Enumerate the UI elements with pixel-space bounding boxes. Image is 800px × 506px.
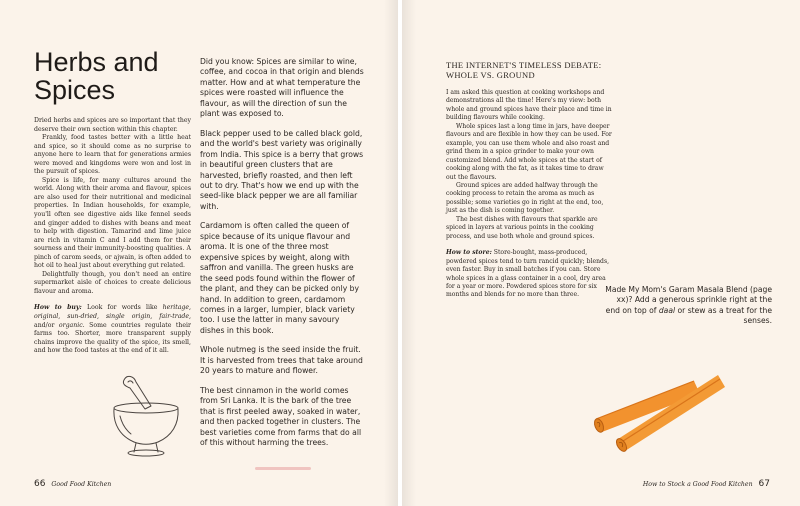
page-folio-right — [643, 479, 770, 489]
how-to-buy-text: and/or — [34, 321, 59, 329]
garam-masala-callout — [602, 285, 772, 327]
section-heading: THE INTERNET'S TIMELESS DEBATE: WHOLE VS. GROUND — [446, 60, 602, 80]
gutter-shadow — [402, 0, 416, 506]
how-to-store-paragraph — [446, 249, 614, 300]
how-to-buy-label: How to buy: — [34, 304, 82, 312]
callout-text: or stew as a treat for the senses. — [675, 305, 772, 326]
intro-paragraph: Frankly, food tastes better with a little heat and spice, so it should come as no surprise to anyone here to learn that for generations armies were moved and kingdoms were won and lost in the pursuit of spices. — [34, 134, 191, 176]
intro-paragraph: Dried herbs and spices are so important that they deserve their own section within this chapter. — [34, 117, 191, 133]
cardamom-paragraph: Cardamom is often called the queen of spice because of its unique flavour and aroma. It is one of the three most expensive spices by weight, along with saffron and vanilla. The green husks are the seed pods found within the flower of the plant, and they can be picked only by hand. In addition to green, cardamom comes in a larger, lumpier, black variety too. I use the latter in many savoury dishes in this book. — [200, 221, 360, 335]
body-paragraph: I am asked this question at cooking workshops and demonstrations all the time! Here's my view: both whole and ground spices have their place and time in building flavours while cooking. — [446, 89, 612, 122]
how-to-buy-term: organic. — [58, 321, 85, 329]
page-number: 67 — [758, 479, 770, 489]
black-pepper-paragraph: Black pepper used to be called black gold, and the world's best variety was originally from India. This spice is a berry that grows in beautiful green clusters that are harvested, briefly roasted, and then left out to dry. That's how we end up with the seed-like black pepper we are all familiar with. — [200, 128, 364, 211]
intro-paragraph: Spice is life, for many cultures around the world. Along with their aroma and flavour, spices are also used for their nutritional and medicinal properties. In Indian households, for example, you'll often see digestive aids like fennel seeds and ginger added to dishes with beans and meat to help with digestion. Tamarind and lime juice are rich in vitamin C and I add them for their sourness and their immunity-boosting qualities. A pinch of carom seeds, or ajwain, is often added to hot oil to heal just about everything gut related. — [34, 176, 191, 270]
body-paragraph: The best dishes with flavours that sparkle are spiced in layers at various points in the cooking process, and use both whole and ground spices. — [446, 215, 598, 240]
callout-text: Made My Mom's Garam Masala Blend (page xx)? Add a generous sprinkle right at the end on top of — [605, 285, 772, 315]
page-folio-left — [34, 479, 111, 489]
intro-column — [34, 117, 191, 356]
how-to-buy-term: heritage, original, sun-dried, single origin, fair-trade, — [34, 304, 191, 321]
how-to-store-text: Store-bought, mass-produced, powdered spices tend to turn rancid quickly; blends, even faster. Buy in small batches if you can. Store whole spices in a glass container in a cool, dry area for a year or more. Powdered spices store for six months and blends for no more than three. — [446, 249, 610, 299]
did-you-know-paragraph: Did you know: Spices are similar to wine, coffee, and cocoa in that origin and blends matter. How and at what temperature the spices were roasted will influence the flavour, as will the direction of sun the plant was exposed to. — [200, 57, 364, 119]
did-you-know-column — [200, 57, 366, 457]
gutter-shadow — [384, 0, 398, 506]
how-to-buy-text: Some countries regulate their farms too. Shorter, more transparent supply chains improve the quality of the spice, its smell, and how the food tastes at the end of it all. — [34, 321, 191, 355]
highlight-underline — [255, 467, 311, 470]
page-number: 66 — [34, 479, 46, 489]
running-title: Good Food Kitchen — [51, 481, 112, 488]
intro-paragraph: Delightfully though, you don't need an entire supermarket aisle of choices to create delicious flavour and aroma. — [34, 270, 191, 295]
nutmeg-paragraph: Whole nutmeg is the seed inside the fruit. It is harvested from trees that take around 20 years to mature and flower. — [200, 345, 363, 376]
how-to-buy-paragraph — [34, 304, 191, 355]
cinnamon-sticks-illustration — [582, 365, 732, 455]
left-page — [0, 0, 398, 506]
mortar-and-pestle-illustration — [108, 372, 188, 462]
body-paragraph: Ground spices are added halfway through the cooking process to retain the aroma as much as possible; some varieties go in right at the end, too, just as the dish is coming together. — [446, 181, 604, 215]
how-to-buy-text: Look for words like — [81, 304, 163, 312]
running-title: How to Stock a Good Food Kitchen — [642, 481, 753, 488]
cinnamon-paragraph: The best cinnamon in the world comes from Sri Lanka. It is the bark of the tree that is first peeled away, soaked in water, and then packed together in clusters. The best varieties come from farms that do all of this without harming the trees. — [200, 385, 362, 447]
callout-term: daal — [658, 305, 676, 315]
whole-vs-ground-column — [446, 89, 614, 300]
body-paragraph: Whole spices last a long time in jars, have deeper flavours and are flexible in how they can be used. For example, you can use them whole and also roast and grind them in a spice grinder to make your own customized blend. Add whole spices at the start of cooking along with the fat, as it takes time to draw out the flavours. — [446, 122, 612, 181]
page-title: Herbs and Spices — [34, 47, 159, 105]
right-page — [402, 0, 800, 506]
how-to-store-label: How to store: — [446, 249, 492, 257]
